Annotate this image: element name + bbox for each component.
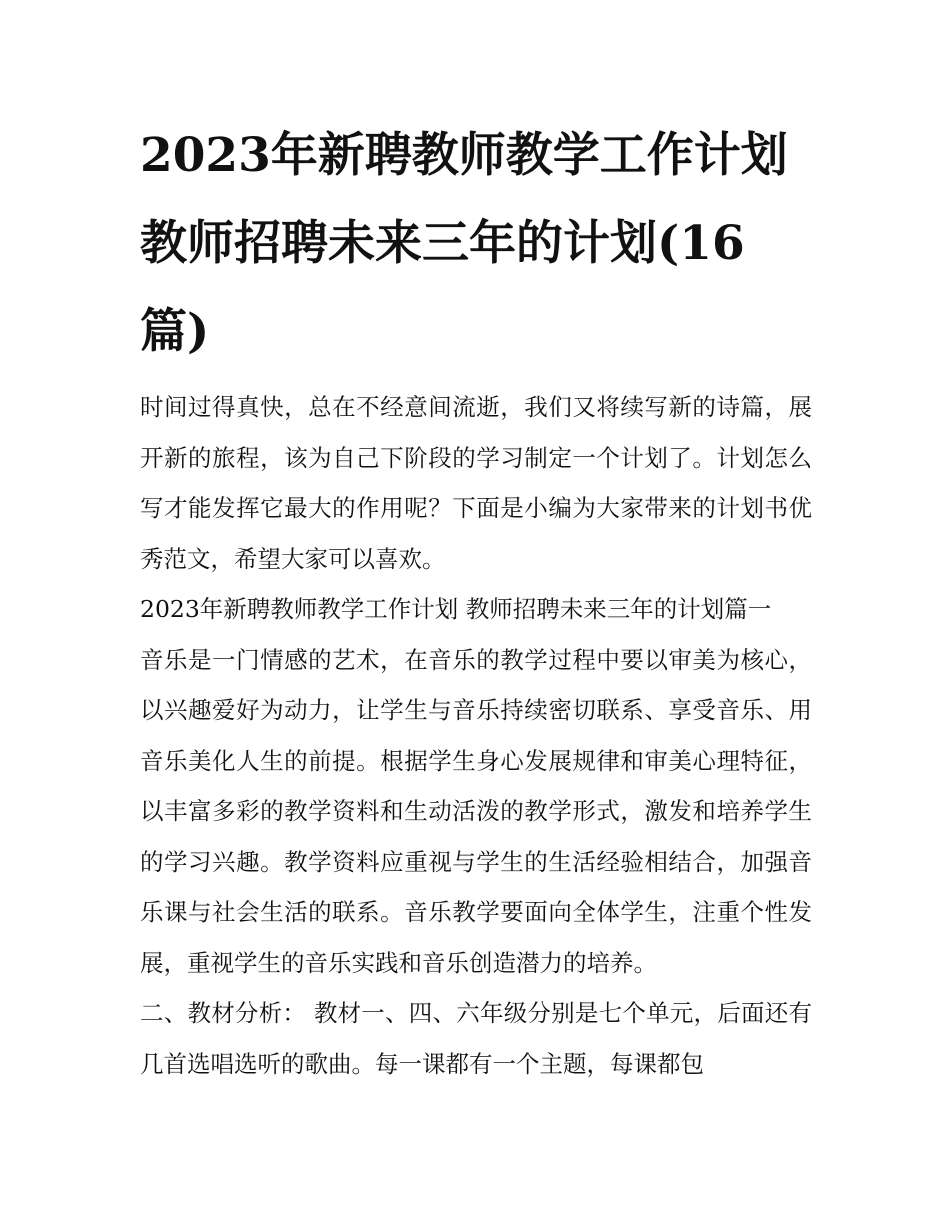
section-heading: 2023年新聘教师教学工作计划 教师招聘未来三年的计划篇一 [140, 595, 772, 623]
document-title: 2023年新聘教师教学工作计划 教师招聘未来三年的计划(16篇) [140, 128, 788, 359]
document-page [140, 112, 812, 1089]
body-paragraph: 二、教材分析： 教材一、四、六年级分别是七个单元，后面还有几首选唱选听的歌曲。每一课都有一个主题，每课都包 [140, 999, 812, 1078]
body-paragraph: 音乐是一门情感的艺术，在音乐的教学过程中要以审美为核心，以兴趣爱好为动力，让学生与音乐持续密切联系、享受音乐、用音乐美化人生的前提。根据学生身心发展规律和审美心理特征，以丰富多彩的教学资料和生动活泼的教学形式，激发和培养学生的学习兴趣。教学资料应重视与学生的生活经验相结合，加强音乐课与社会生活的联系。音乐教学要面向全体学生，注重个性发展，重视学生的音乐实践和音乐创造潜力的培养。 [140, 645, 812, 977]
intro-paragraph: 时间过得真快，总在不经意间流逝，我们又将续写新的诗篇，展开新的旅程，该为自己下阶段的学习制定一个计划了。计划怎么写才能发挥它最大的作用呢？下面是小编为大家带来的计划书优秀范文，希望大家可以喜欢。 [140, 393, 812, 573]
